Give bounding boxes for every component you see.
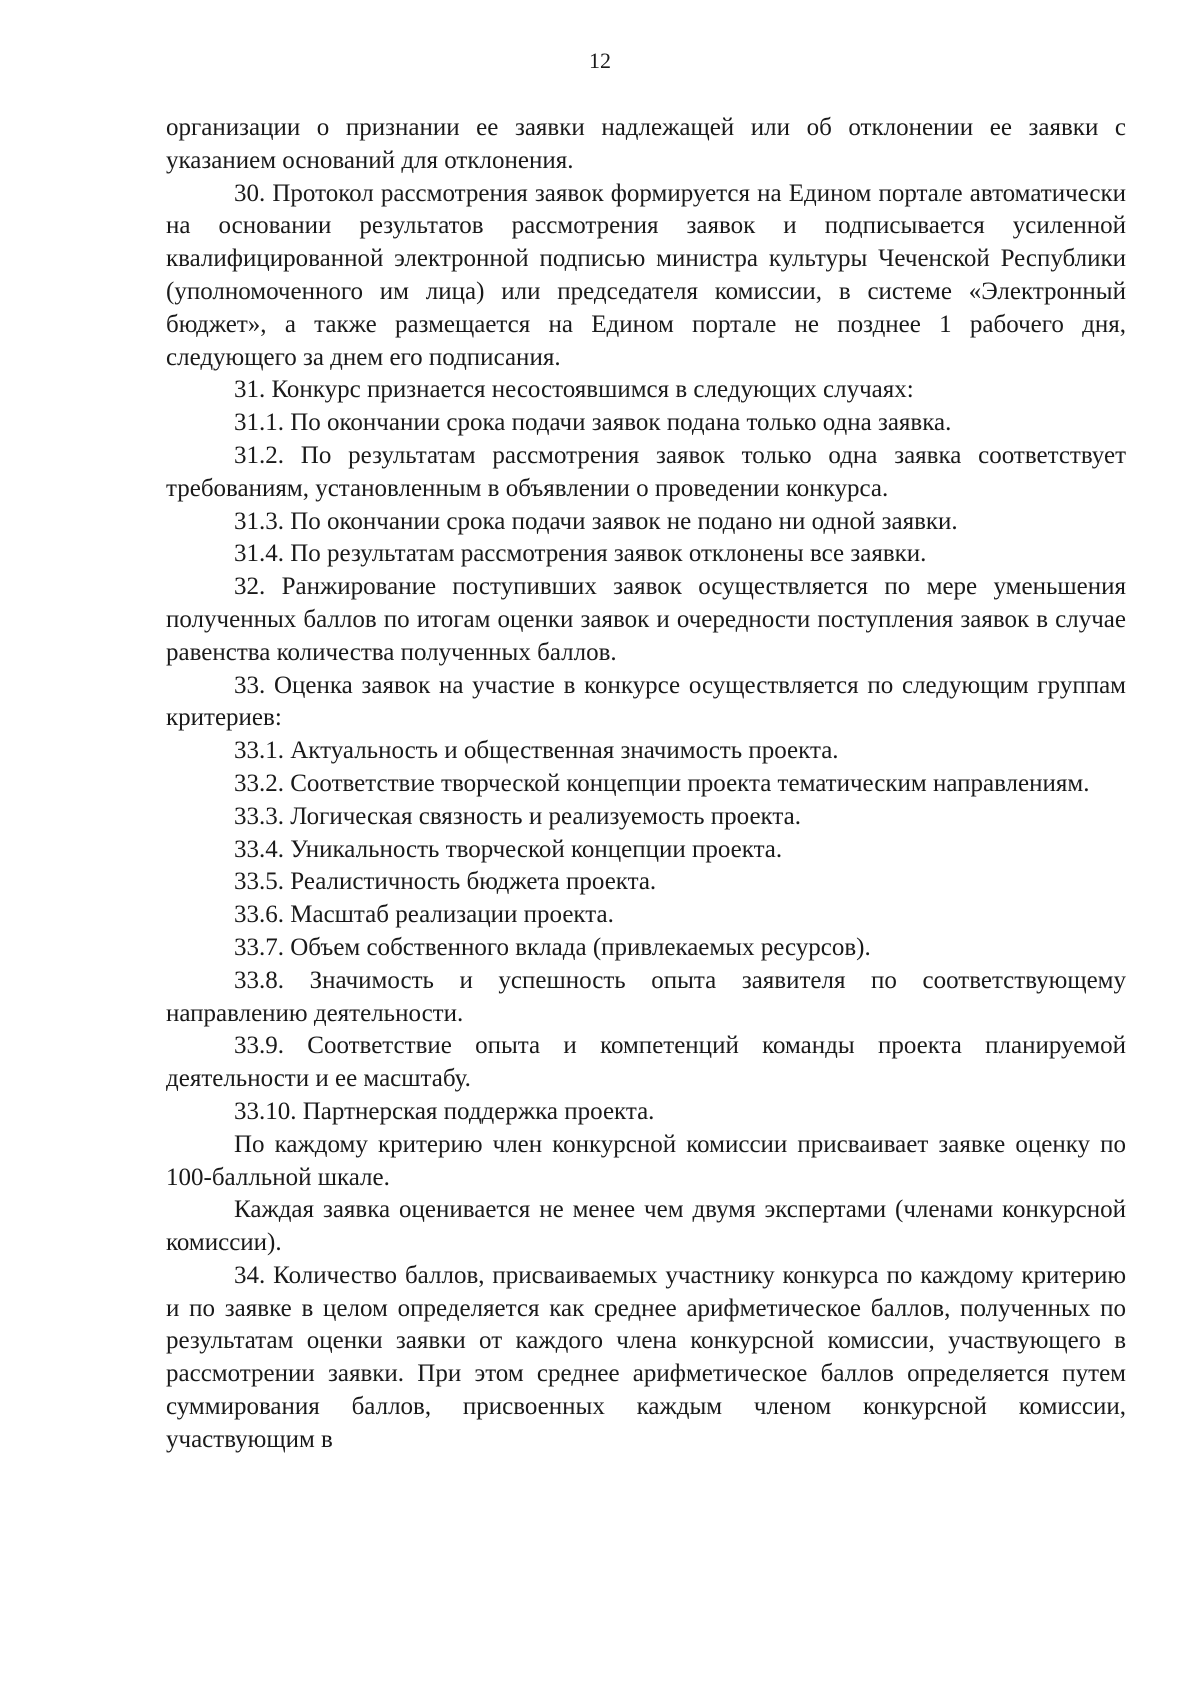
paragraph: 30. Протокол рассмотрения заявок формируется на Едином портале автоматически на основании результатов рассмотрения заявок и подписывается усиленной квалифицированной электронной подписью министра культуры Чеченской Республики (уполномоченного им лица) или председателя комиссии, в системе «Электронный бюджет», а также размещается на Едином портале не позднее 1 рабочего дня, следующего за днем его подписания. [166, 179, 1126, 371]
paragraph: 33.8. Значимость и успешность опыта заявителя по соответствующему направлению деятельности. [166, 966, 1126, 1027]
paragraph: 33.3. Логическая связность и реализуемость проекта. [234, 802, 801, 830]
paragraph: Каждая заявка оценивается не менее чем двумя экспертами (членами конкурсной комиссии). [166, 1196, 1126, 1257]
paragraph: 33.7. Объем собственного вклада (привлекаемых ресурсов). [234, 933, 871, 961]
paragraph: 31.1. По окончании срока подачи заявок подана только одна заявка. [234, 409, 952, 437]
paragraph: 32. Ранжирование поступивших заявок осуществляется по мере уменьшения полученных баллов по итогам оценки заявок и очередности поступления заявок в случае равенства количества полученных баллов. [166, 573, 1126, 666]
paragraph: организации о признании ее заявки надлежащей или об отклонении ее заявки с указанием оснований для отклонения. [166, 114, 1126, 174]
paragraph: 33.1. Актуальность и общественная значимость проекта. [234, 737, 839, 765]
paragraph: 31. Конкурс признается несостоявшимся в следующих случаях: [234, 376, 914, 404]
paragraph: 33.10. Партнерская поддержка проекта. [234, 1097, 655, 1125]
paragraph: 33.6. Масштаб реализации проекта. [234, 901, 614, 929]
document-body [166, 112, 1126, 1457]
paragraph: По каждому критерию член конкурсной комиссии присваивает заявке оценку по 100-балльной шкале. [166, 1130, 1126, 1191]
paragraph: 33.2. Соответствие творческой концепции проекта тематическим направлениям. [234, 769, 1090, 797]
page-number: 12 [589, 48, 611, 73]
paragraph: 31.3. По окончании срока подачи заявок не подано ни одной заявки. [234, 507, 958, 535]
paragraph: 34. Количество баллов, присваиваемых участнику конкурса по каждому критерию и по заявке в целом определяется как среднее арифметическое баллов, полученных по результатам оценки заявки от каждого члена конкурсной комиссии, участвующего в рассмотрении заявки. При этом среднее арифметическое баллов определяется путем суммирования баллов, присвоенных каждым членом конкурсной комиссии, участвующим в [166, 1261, 1126, 1453]
paragraph: 33.4. Уникальность творческой концепции проекта. [234, 835, 783, 863]
paragraph: 33. Оценка заявок на участие в конкурсе осуществляется по следующим группам критериев: [166, 671, 1126, 732]
paragraph: 31.2. По результатам рассмотрения заявок только одна заявка соответствует требованиям, установленным в объявлении о проведении конкурса. [166, 441, 1126, 502]
paragraph: 31.4. По результатам рассмотрения заявок отклонены все заявки. [234, 540, 927, 568]
paragraph: 33.5. Реалистичность бюджета проекта. [234, 868, 657, 896]
paragraph: 33.9. Соответствие опыта и компетенций команды проекта планируемой деятельности и ее масштабу. [166, 1032, 1126, 1093]
